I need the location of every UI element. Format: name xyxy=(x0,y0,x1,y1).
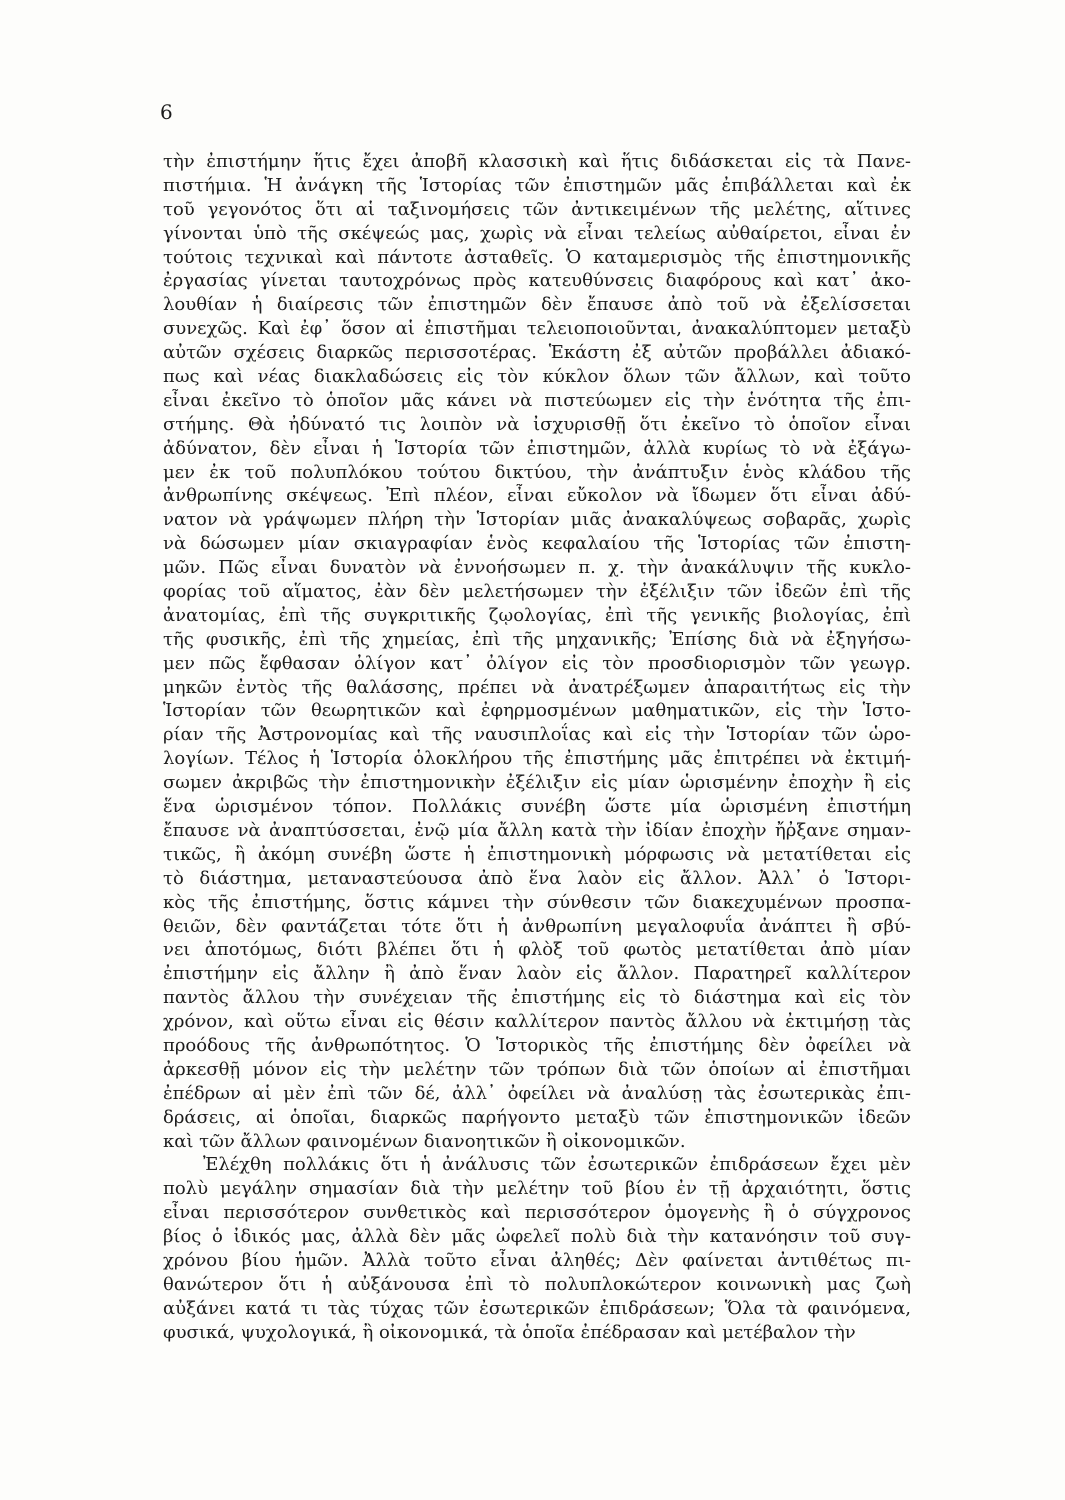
text-line: θειῶν, δὲν φαντάζεται τότε ὅτι ἡ ἀνθρωπίνη μεγαλοφυΐα ἀνάπτει ἢ σβύ- xyxy=(163,915,911,937)
text-line: εἶναι περισσότερον συνθετικὸς καὶ περισσότερον ὁμογενὴς ἢ ὁ σύγχρονος xyxy=(163,1202,911,1224)
text-line: ἀνθρωπίνης σκέψεως. Ἐπὶ πλέον, εἶναι εὔκολον νὰ ἴδωμεν ὅτι εἶναι ἀδύ- xyxy=(163,485,911,507)
text-line: ἀδύνατον, δὲν εἶναι ἡ Ἱστορία τῶν ἐπιστημῶν, ἀλλὰ κυρίως τὸ νὰ ἐξάγω- xyxy=(163,437,911,459)
text-line: τοῦ γεγονότος ὅτι αἱ ταξινομήσεις τῶν ἀντικειμένων τῆς μελέτης, αἵτινες xyxy=(163,198,911,220)
text-line: νὰ δώσωμεν μίαν σκιαγραφίαν ἑνὸς κεφαλαίου τῆς Ἱστορίας τῶν ἐπιστη- xyxy=(163,533,911,555)
text-line: τῆς φυσικῆς, ἐπὶ τῆς χημείας, ἐπὶ τῆς μηχανικῆς; Ἐπίσης διὰ νὰ ἐξηγήσω- xyxy=(163,628,911,650)
text-line: χρόνον, καὶ οὕτω εἶναι εἰς θέσιν καλλίτερον παντὸς ἄλλου νὰ ἐκτιμήσῃ τὰς xyxy=(163,1011,911,1033)
text-line: λογίων. Τέλος ἡ Ἱστορία ὁλοκλήρου τῆς ἐπιστήμης μᾶς ἐπιτρέπει νὰ ἐκτιμή- xyxy=(163,748,911,770)
text-line: πολὺ μεγάλην σημασίαν διὰ τὴν μελέτην τοῦ βίου ἐν τῇ ἀρχαιότητι, ὅστις xyxy=(163,1178,911,1200)
text-line: πιστήμια. Ἡ ἀνάγκη τῆς Ἱστορίας τῶν ἐπιστημῶν μᾶς ἐπιβάλλεται καὶ ἐκ xyxy=(163,174,911,196)
text-line: μηκῶν ἐντὸς τῆς θαλάσσης, πρέπει νὰ ἀνατρέξωμεν ἀπαραιτήτως εἰς τὴν xyxy=(163,676,911,698)
text-line: βίος ὁ ἰδικός μας, ἀλλὰ δὲν μᾶς ὠφελεῖ πολὺ διὰ τὴν κατανόησιν τοῦ συγ- xyxy=(163,1226,911,1248)
text-line: ἕνα ὡρισμένον τόπον. Πολλάκις συνέβη ὥστε μία ὡρισμένη ἐπιστήμη xyxy=(163,796,911,818)
text-line: τικῶς, ἢ ἀκόμη συνέβη ὥστε ἡ ἐπιστημονικὴ μόρφωσις νὰ μετατίθεται εἰς xyxy=(163,843,911,865)
text-line: συνεχῶς. Καὶ ἐφ᾽ ὅσον αἱ ἐπιστῆμαι τελειοποιοῦνται, ἀνακαλύπτομεν μεταξὺ xyxy=(163,318,911,340)
text-line: θανώτερον ὅτι ἡ αὐξάνουσα ἐπὶ τὸ πολυπλοκώτερον κοινωνικὴ μας ζωὴ xyxy=(163,1273,911,1295)
text-line: τούτοις τεχνικαὶ καὶ πάντοτε ἀσταθεῖς. Ὁ καταμερισμὸς τῆς ἐπιστημονικῆς xyxy=(163,246,911,268)
text-line: ρίαν τῆς Ἀστρονομίας καὶ τῆς ναυσιπλοΐας καὶ εἰς τὴν Ἱστορίαν τῶν ὡρο- xyxy=(163,724,911,746)
text-line: νατον νὰ γράψωμεν πλήρη τὴν Ἱστορίαν μιᾶς ἀνακαλύψεως σοβαρᾶς, χωρὶς xyxy=(163,509,911,531)
text-line: δράσεις, αἱ ὁποῖαι, διαρκῶς παρήγοντο μεταξὺ τῶν ἐπιστημονικῶν ἰδεῶν xyxy=(163,1106,911,1128)
text-line: μῶν. Πῶς εἶναι δυνατὸν νὰ ἐννοήσωμεν π. χ. τὴν ἀνακάλυψιν τῆς κυκλο- xyxy=(163,557,911,579)
text-line: χρόνου βίου ἡμῶν. Ἀλλὰ τοῦτο εἶναι ἀληθές; Δὲν φαίνεται ἀντιθέτως πι- xyxy=(163,1249,911,1271)
text-line: ἀρκεσθῇ μόνον εἰς τὴν μελέτην τῶν τρόπων διὰ τῶν ὁποίων αἱ ἐπιστῆμαι xyxy=(163,1058,911,1080)
text-line: μεν ἐκ τοῦ πολυπλόκου τούτου δικτύου, τὴν ἀνάπτυξιν ἑνὸς κλάδου τῆς xyxy=(163,461,911,483)
text-line: σωμεν ἀκριβῶς τὴν ἐπιστημονικὴν ἐξέλιξιν εἰς μίαν ὡρισμένην ἐποχὴν ἢ εἰς xyxy=(163,772,911,794)
text-line: ἐργασίας γίνεται ταυτοχρόνως πρὸς κατευθύνσεις διαφόρους καὶ κατ᾽ ἀκο- xyxy=(163,270,911,292)
paragraph-2 xyxy=(163,1153,911,1344)
text-line: παντὸς ἄλλου τὴν συνέχειαν τῆς ἐπιστήμης εἰς τὸ διάστημα καὶ εἰς τὸν xyxy=(163,987,911,1009)
text-line: φυσικά, ψυχολογικά, ἢ οἰκονομικά, τὰ ὁποῖα ἐπέδρασαν καὶ μετέβαλον τὴν xyxy=(163,1321,856,1343)
text-line: λουθίαν ἡ διαίρεσις τῶν ἐπιστημῶν δὲν ἔπαυσε ἀπὸ τοῦ νὰ ἐξελίσσεται xyxy=(163,294,911,316)
text-line: γίνονται ὑπὸ τῆς σκέψεώς μας, χωρὶς νὰ εἶναι τελείως αὐθαίρετοι, εἶναι ἐν xyxy=(163,222,911,244)
text-line: Ἐλέχθη πολλάκις ὅτι ἡ ἀνάλυσις τῶν ἐσωτερικῶν ἐπιδράσεων ἔχει μὲν xyxy=(203,1154,911,1176)
text-line: Ἱστορίαν τῶν θεωρητικῶν καὶ ἐφηρμοσμένων μαθηματικῶν, εἰς τὴν Ἱστο- xyxy=(163,700,911,722)
text-line: ἀνατομίας, ἐπὶ τῆς συγκριτικῆς ζῳολογίας, ἐπὶ τῆς γενικῆς βιολογίας, ἐπὶ xyxy=(163,604,911,626)
text-line: αὐξάνει κατά τι τὰς τύχας τῶν ἐσωτερικῶν ἐπιδράσεων; Ὅλα τὰ φαινόμενα, xyxy=(163,1297,911,1319)
text-line: τὴν ἐπιστήμην ἥτις ἔχει ἀπoβῆ κλασσικὴ καὶ ἥτις διδάσκεται εἰς τὰ Πανε- xyxy=(163,151,911,172)
text-line: μεν πῶς ἔφθασαν ὀλίγον κατ᾽ ὀλίγον εἰς τὸν προσδιορισμὸν τῶν γεωγρ. xyxy=(163,652,911,674)
text-line: αὐτῶν σχέσεις διαρκῶς περισσοτέρας. Ἑκάστη ἐξ αὐτῶν προβάλλει ἀδιακό- xyxy=(163,342,911,364)
text-line: στήμης. Θὰ ἠδύνατό τις λοιπὸν νὰ ἰσχυρισθῇ ὅτι ἐκεῖνο τὸ ὁποῖον εἶναι xyxy=(163,413,911,435)
text-line: ἔπαυσε νὰ ἀναπτύσσεται, ἐνῷ μία ἄλλη κατὰ τὴν ἰδίαν ἐποχὴν ἤῤξανε σημαν- xyxy=(163,819,911,841)
text-line: νει ἀποτόμως, διότι βλέπει ὅτι ἡ φλὸξ τοῦ φωτὸς μετατίθεται ἀπὸ μίαν xyxy=(163,939,911,961)
text-line: κὸς τῆς ἐπιστήμης, ὅστις κάμνει τὴν σύνθεσιν τῶν διακεχυμένων προσπα- xyxy=(163,891,911,913)
text-line: προόδους τῆς ἀνθρωπότητος. Ὁ Ἱστορικὸς τῆς ἐπιστήμης δὲν ὀφείλει νὰ xyxy=(163,1034,911,1056)
paragraph-1 xyxy=(163,150,911,1153)
text-line: εἶναι ἐκεῖνο τὸ ὁποῖον μᾶς κάνει νὰ πιστεύωμεν εἰς τὴν ἑνότητα τῆς ἐπι- xyxy=(163,389,911,411)
text-line: καὶ τῶν ἄλλων φαινομένων διανοητικῶν ἢ οἰκονομικῶν. xyxy=(163,1130,686,1152)
body-text xyxy=(163,150,911,1345)
page-number: 6 xyxy=(160,100,173,124)
text-line: πως καὶ νέας διακλαδώσεις εἰς τὸν κύκλον ὅλων τῶν ἄλλων, καὶ τοῦτο xyxy=(163,366,911,388)
text-line: φορίας τοῦ αἵματος, ἐὰν δὲν μελετήσωμεν τὴν ἐξέλιξιν τῶν ἰδεῶν ἐπὶ τῆς xyxy=(163,581,911,603)
text-line: ἐπιστήμην εἰς ἄλλην ἢ ἀπὸ ἕναν λαὸν εἰς ἄλλον. Παρατηρεῖ καλλίτερον xyxy=(163,963,911,985)
text-line: τὸ διάστημα, μεταναστεύουσα ἀπὸ ἕνα λαὸν εἰς ἄλλον. Ἀλλ᾽ ὁ Ἱστορι- xyxy=(163,867,911,889)
text-line: ἐπέδρων αἱ μὲν ἐπὶ τῶν δέ, ἀλλ᾽ ὀφείλει νὰ ἀναλύσῃ τὰς ἐσωτερικὰς ἐπι- xyxy=(163,1082,911,1104)
